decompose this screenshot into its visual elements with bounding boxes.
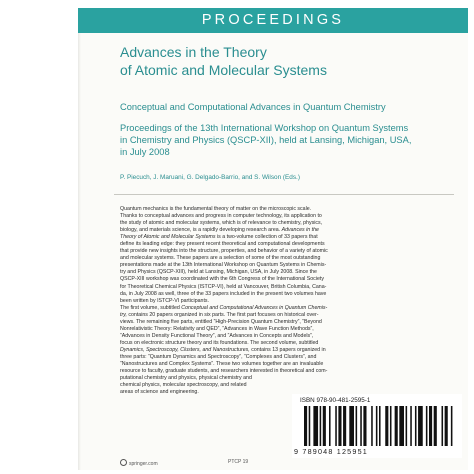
barcode-bar: [451, 406, 453, 446]
barcode-bar: [320, 406, 322, 446]
barcode-digits: 9 789048 125951: [294, 447, 368, 456]
blurb-line: try and Physics (QSCP-XIII), held at Lansing, Michigan, USA, in July 2008. Since the: [120, 269, 317, 276]
spine-shadow: [78, 8, 81, 470]
book-subtitle: Conceptual and Computational Advances in Quantum Chemistry: [120, 102, 386, 112]
blurb-line: Nonrelativistic Theory: Relativity and QED”, “Advances in Wave Function Methods”,: [120, 325, 314, 332]
blurb-line: presentations made at the 13th International Workshop on Quantum Systems in Chemis-: [120, 262, 327, 269]
publisher-link[interactable]: [120, 459, 158, 468]
blurb-text: [120, 206, 452, 396]
barcode-bar: [429, 406, 432, 446]
description-line-1: Proceedings of the 13th International Workshop on Quantum Systems: [120, 123, 409, 133]
blurb-line: “Advances in Density Functional Theory”, and “Advances in Concepts and Models”,: [120, 332, 314, 339]
barcode-bar: [304, 406, 307, 446]
barcode-bar: [363, 406, 366, 446]
isbn-label: ISBN 978-90-481-2595-1: [300, 397, 371, 404]
barcode-graphic: [302, 406, 456, 446]
blurb-line: Theory of Atomic and Molecular Systems is a two-volume collection of 33 papers that: [120, 234, 318, 241]
barcode-bar: [415, 406, 417, 446]
barcode-bar: [390, 406, 392, 446]
blurb-line: The first volume, subtitled Conceptual and Computational Advances in Quantum Chemis-: [120, 304, 328, 311]
blurb-line: for Theoretical Chemical Physics (ISTCP-VI), held at Vancouver, British Columbia, Cana-: [120, 283, 327, 290]
description-line-2: in Chemistry and Physics (QSCP-XII), held at Lansing, Michigan, USA,: [120, 135, 412, 145]
section-divider: [114, 194, 454, 195]
editors-line: P. Piecuch, J. Maruani, G. Delgado-Barrio, and S. Wilson (Eds.): [120, 174, 300, 181]
barcode-bar: [338, 406, 341, 446]
barcode-bar: [356, 406, 358, 446]
blurb-line: putational chemistry and physics, physical chemistry and: [120, 375, 252, 382]
barcode-bar: [379, 406, 381, 446]
barcode-bar: [395, 406, 398, 446]
barcode-bar: [399, 406, 404, 446]
blurb-line: that provide new insights into the structure, properties, and behavior of a variety of atomic: [120, 248, 328, 255]
barcode-bar: [406, 406, 408, 446]
blurb-line: resource to faculty, graduate students, and researchers interested in theoretical and com-: [120, 368, 328, 375]
blurb-line: three parts: “Quantum Dynamics and Spectroscopy”, “Complexes and Clusters”, and: [120, 353, 317, 360]
proceedings-label: PROCEEDINGS: [201, 12, 345, 28]
barcode-bar: [360, 406, 362, 446]
book-title: [120, 44, 440, 79]
series-code: PTCP 19: [228, 459, 249, 465]
barcode-bar: [329, 406, 331, 446]
blurb-line: “Nanostructures and Complex Systems”. These two volumes together are an invaluable: [120, 361, 324, 368]
book-back-cover: [78, 8, 468, 470]
barcode-bar: [309, 406, 311, 446]
blurb-line: Thanks to conceptual advances and progress in computer technology, its application to: [120, 213, 322, 220]
barcode-bar: [445, 406, 448, 446]
blurb-line: define its leading edge: they present recent theoretical and computational developments: [120, 241, 325, 248]
blurb-line: areas of science and engineering.: [120, 389, 199, 396]
blurb-line: the study of atomic and molecular systems, which is of relevance to chemistry, physics,: [120, 220, 323, 227]
blurb-line: chemical physics, molecular spectroscopy, and related: [120, 382, 247, 389]
book-title-line-1: Advances in the Theory: [120, 44, 267, 60]
barcode-bar: [313, 406, 318, 446]
barcode-bar: [376, 406, 378, 446]
barcode-bar: [434, 406, 437, 446]
globe-icon: [120, 459, 127, 466]
blurb-line: try, contains 20 papers organized in six parts. The first part focuses on historical over-: [120, 311, 319, 318]
book-title-line-2: of Atomic and Molecular Systems: [120, 61, 327, 78]
blurb-line: QSCP-XIII workshop was coordinated with the 6th Congress of the International Society: [120, 276, 324, 283]
blurb-line: biology, and materials science, is a rapidly developing research area. Advances in the: [120, 227, 319, 234]
barcode-bar: [335, 406, 337, 446]
blurb-line: Quantum mechanics is the fundamental theory of matter on the microscopic scale.: [120, 206, 312, 212]
description-line-3: in July 2008: [120, 147, 170, 157]
blurb-line: been written by ISTCP-VI participants.: [120, 297, 209, 304]
barcode-bar: [418, 406, 423, 446]
barcode-bar: [343, 406, 346, 446]
blurb-line: views. The remaining five parts, entitled “High-Precision Quantum Chemistry”, “Beyond: [120, 318, 322, 325]
barcode-bar: [426, 406, 428, 446]
proceedings-description: [120, 122, 450, 158]
blurb-line: da, in July 2008 as well, three of the 33 papers included in the present two volumes have: [120, 290, 327, 297]
isbn-barcode-box: [292, 394, 462, 458]
barcode-bar: [410, 406, 412, 446]
barcode-bar: [323, 406, 326, 446]
proceedings-band: [78, 8, 468, 33]
blurb-line: and molecular systems. These papers are a selection of some of the most outstanding: [120, 255, 321, 262]
publisher-label: springer.com: [129, 461, 158, 467]
barcode-bar: [385, 406, 388, 446]
barcode-bar: [349, 406, 354, 446]
blurb-line: Dynamics, Spectroscopy, Clusters, and Nanostructures, contains 13 papers organized in: [120, 346, 326, 353]
blurb-line: focus on electronic structure theory and its foundations. The second volume, subtitled: [120, 339, 319, 346]
barcode-bar: [371, 406, 373, 446]
barcode-bar: [442, 406, 444, 446]
